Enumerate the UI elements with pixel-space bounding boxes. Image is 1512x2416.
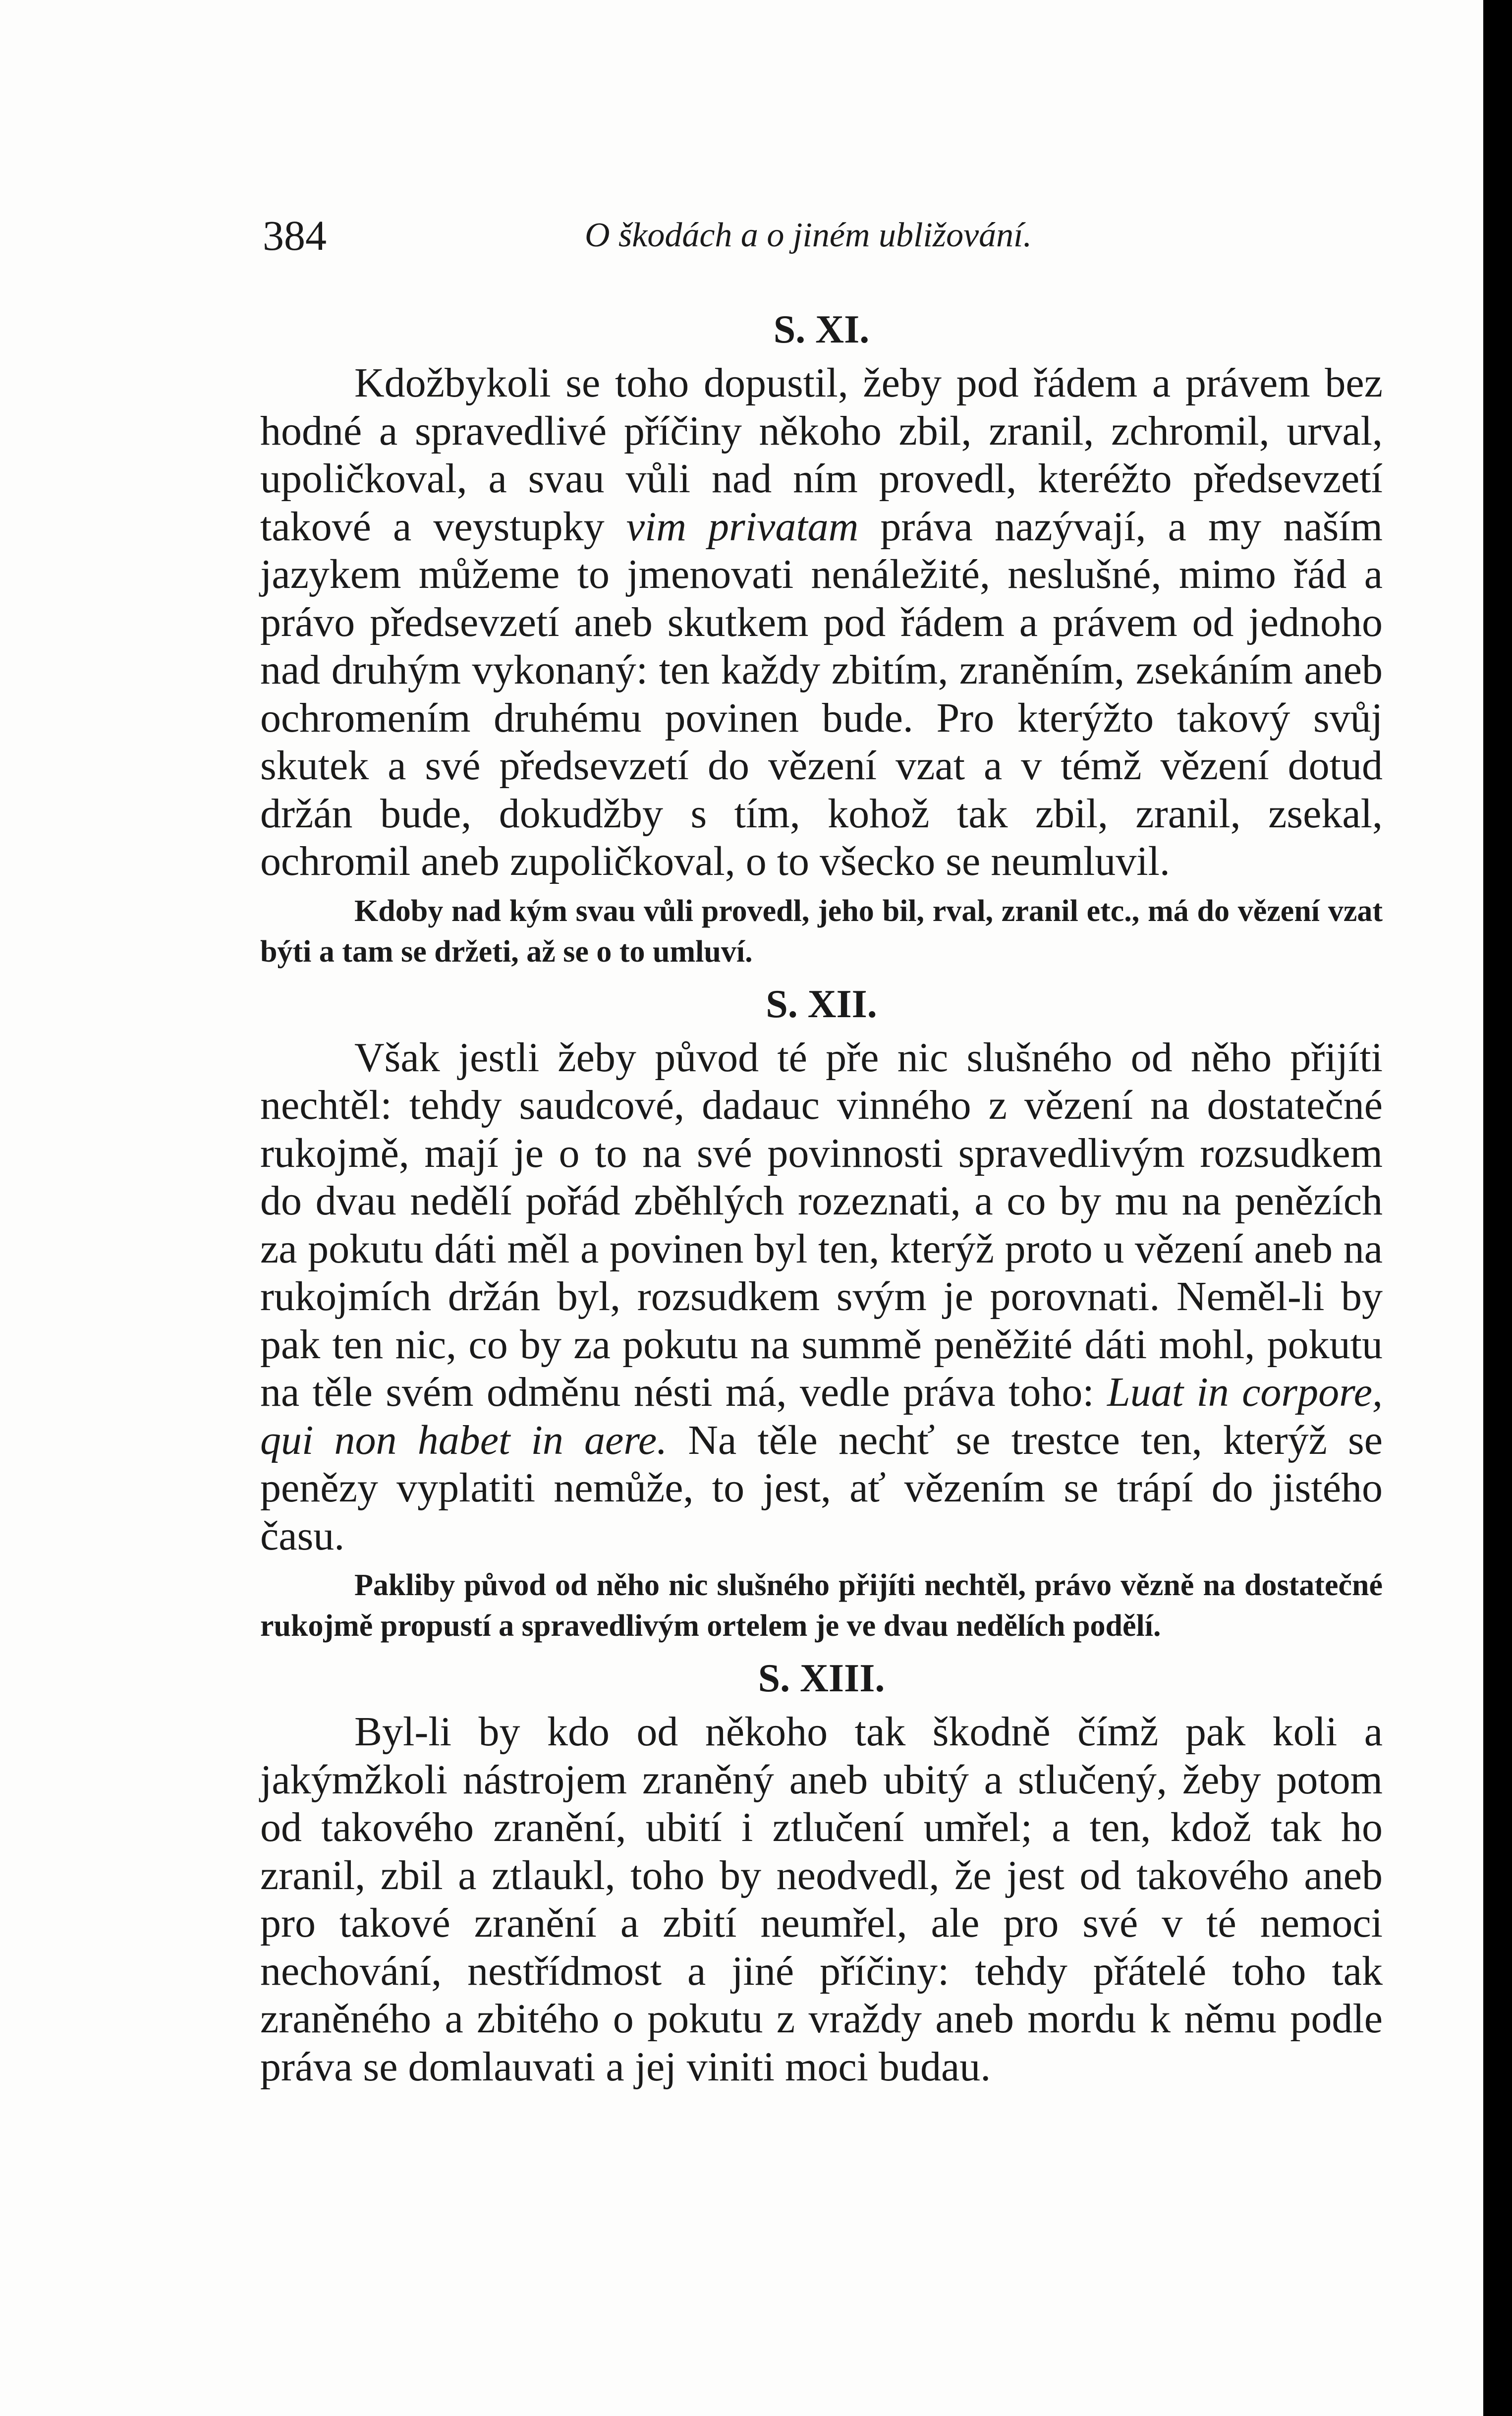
paragraph-text: práva nazývají, a my naším jazykem můžeme to jmenovati nenáležité, neslušné, mimo řád a právo předsevzetí aneb skutkem pod řádem a právem od jednoho nad druhým vykonaný: ten každy zbitím, zraněním, zsekáním aneb ochromením druhému povinen bude. Pro kterýžto takový svůj skutek a své předsevzetí do vězení vzat a v témž vězení dotud držán bude, dokudžby s tím, kohož tak zbil, zranil, zsekal, ochromil aneb zupoličkoval, o to všecko se neumluvil. <box>260 503 1383 884</box>
section-xii-summary: Pakliby původ od něho nic slušného přijíti nechtěl, právo vězně na dostatečné rukojmě propustí a spravedlivým ortelem je ve dvau nedělích podělí. <box>260 1568 1383 1643</box>
section-heading-xii: S. XII. <box>766 982 877 1026</box>
latin-phrase: vim privatam <box>626 503 859 550</box>
running-head <box>263 208 1383 263</box>
section-xi-paragraph <box>260 359 1383 886</box>
paragraph-text: Však jestli žeby původ té pře nic slušného od něho přijíti nechtěl: tehdy saudcové, dadauc vinného z vězení na dostatečné rukojmě, mají je o to na své povinnosti spravedlivým rozsudkem do dvau nedělí pořád zběhlých rozeznati, a co by mu na penězích za pokutu dáti měl a povinen byl ten, kterýž proto u vězení aneb na rukojmích držán byl, rozsudkem svým je porovnati. Neměl-li by pak ten nic, co by za pokutu na summě peněžité dáti mohl, pokutu na těle svém odměnu nésti má, vedle práva toho: <box>260 1034 1383 1415</box>
section-xii-paragraph <box>260 1034 1383 1560</box>
section-heading-xi: S. XI. <box>773 308 870 351</box>
section-heading-xiii: S. XIII. <box>758 1657 885 1700</box>
page-number: 384 <box>263 212 327 259</box>
scan-border <box>1483 0 1512 2416</box>
latin-maxim: Luat in corpore, qui non habet in aere. <box>260 1369 1383 1463</box>
page-text <box>260 302 1383 2091</box>
paragraph-text: Kdožbykoli se toho dopustil, žeby pod řádem a právem bez hodné a spravedlivé příčiny někoho zbil, zranil, zchromil, urval, upoličkoval, a svau vůli nad ním provedl, kteréžto předsevzetí takové a veystupky <box>260 360 1383 550</box>
section-xi-summary: Kdoby nad kým svau vůli provedl, jeho bil, rval, zranil etc., má do vězení vzat býti a tam se držeti, až se o to umluví. <box>260 894 1383 969</box>
section-xiii-paragraph: Byl-li by kdo od někoho tak škodně čímž pak koli a jakýmžkoli nástrojem zraněný aneb ubitý a stlučený, žeby potom od takového zranění, ubití i ztlučení umřel; a ten, kdož tak ho zranil, zbil a ztlaukl, toho by neodvedl, že jest od takového aneb pro takové zranění a zbití neumřel, ale pro své v té nemoci nechování, nestřídmost a jiné příčiny: tehdy přátelé toho tak zraněného a zbitého o pokutu z vraždy aneb mordu k němu podle práva se domlauvati a jej viniti moci budau. <box>260 1709 1383 2090</box>
running-title: O škodách a o jiném ubližování. <box>585 216 1032 254</box>
paragraph-text: Na těle nechť se trestce ten, kterýž se penězy vyplatiti nemůže, to jest, ať vězením se trápí do jistého času. <box>260 1417 1383 1559</box>
